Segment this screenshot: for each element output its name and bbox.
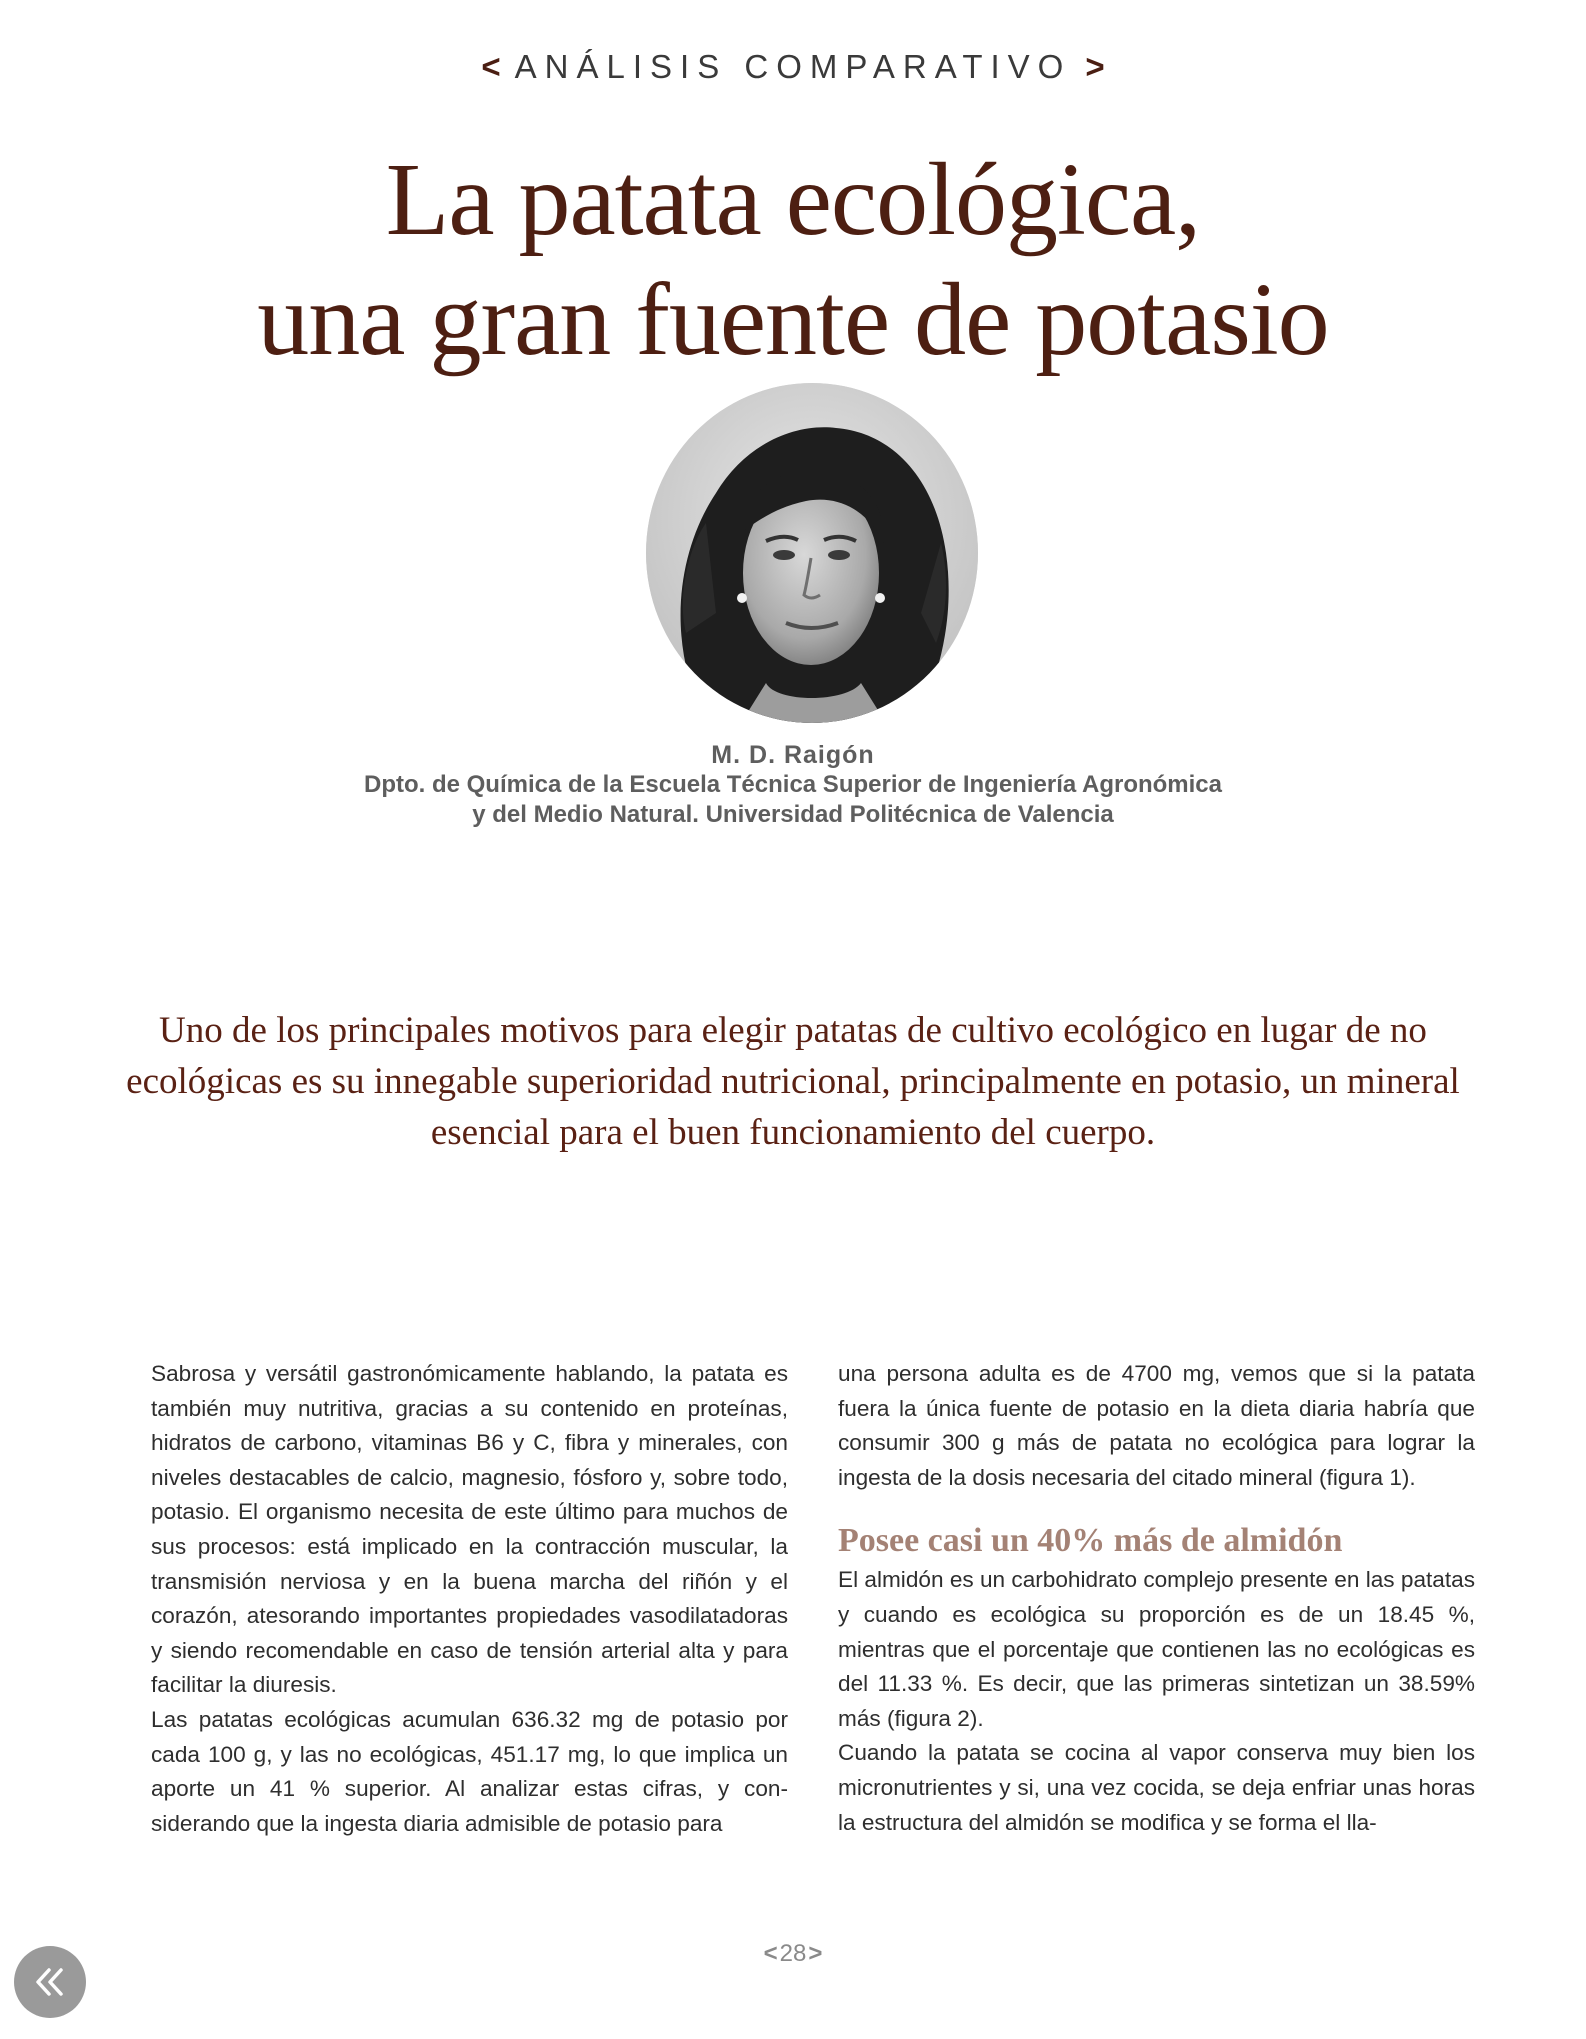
- page-number: [0, 1940, 1586, 1968]
- paragraph-spacer: [838, 1495, 1475, 1521]
- section-chevron-left: <: [481, 48, 501, 85]
- author-name: M. D. Raigón: [711, 741, 875, 769]
- body-paragraph: Las patatas ecológicas acumulan 636.32 mg de potasio por cada 100 g, y las no ecológicas, 451.17 mg, lo que implica un aporte un 41 % superior. Al analizar estas cifras, y considerando que la ingesta diaria admisible de potasio para: [151, 1706, 788, 1836]
- body-paragraph: El almidón es un carbohidrato complejo presente en las patatas y cuando es ecológica su proporción es de un 18.45 %, mientras que el porcentaje que contienen las no ecológicas es del 11.33 %. Es decir, que las primeras sintetizan un 38.59% más (figura 2).: [838, 1567, 1475, 1731]
- page-chevron-right: >: [808, 1940, 823, 1967]
- article-title: [0, 140, 1586, 380]
- body-column-right: [838, 1357, 1475, 1840]
- body-column-left: [151, 1357, 788, 1841]
- body-paragraph: Sabrosa y versátil gastronómicamente hablando, la patata es también muy nutritiva, gracias a su contenido en proteínas, hidratos de carbono, vitaminas B6 y C, fibra y minerales, con niveles destacables de calcio, magnesio, fósforo y, sobre todo, potasio. El organismo necesita de este último para muchos de sus procesos: está implicado en la contracción muscular, la transmisión nerviosa y en la buena marcha del riñón y el corazón, atesorando importantes propiedades vasodilatadoras y siendo recomendable en caso de tensión arterial alta y para facilitar la diuresis.: [151, 1361, 788, 1698]
- author-portrait-image: [646, 383, 978, 723]
- body-paragraph: Cuando la patata se cocina al vapor conserva muy bien los micronutrientes y si, una vez cocida, se deja enfriar unas horas la estructura del almidón se modifica y se forma el lla-: [838, 1740, 1475, 1835]
- section-label: [0, 48, 1586, 86]
- author-affiliation-line-2: y del Medio Natural. Universidad Politécnica de Valencia: [472, 801, 1114, 828]
- lead-paragraph: Uno de los principales motivos para elegir patatas de cultivo ecológico en lugar de no ecológicas es su innegable superioridad nutricional, principalmente en potasio, un mineral esencial para el buen funcionamiento del cuerpo.: [126, 1010, 1460, 1153]
- page-chevron-left: <: [763, 1940, 778, 1967]
- section-chevron-right: >: [1085, 48, 1105, 85]
- section-label-text: ANÁLISIS COMPARATIVO: [514, 48, 1072, 85]
- article-title-line-2: una gran fuente de potasio: [257, 262, 1329, 377]
- double-chevron-left-icon: [30, 1962, 70, 2002]
- page-number-value: 28: [779, 1940, 807, 1967]
- back-button[interactable]: [14, 1946, 86, 2018]
- section-subheading: Posee casi un 40% más de almidón: [838, 1522, 1343, 1560]
- author-portrait: [646, 383, 978, 723]
- body-paragraph: una persona adulta es de 4700 mg, vemos que si la patata fuera la única fuente de potasio en la dieta diaria habría que consumir 300 g más de patata no ecológica para lograr la ingesta de la dosis necesaria del citado mineral (figura 1).: [838, 1361, 1475, 1490]
- author-block: [0, 740, 1586, 830]
- article-title-line-1: La patata ecológica,: [385, 142, 1201, 257]
- author-affiliation-line-1: Dpto. de Química de la Escuela Técnica Superior de Ingeniería Agronómica: [363, 771, 1222, 798]
